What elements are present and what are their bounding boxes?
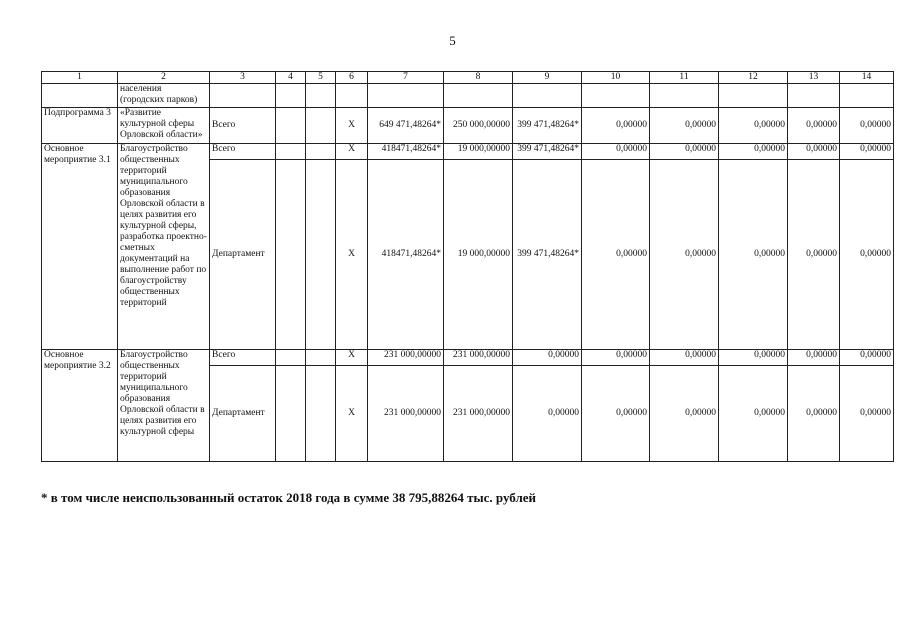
col-header: 9	[513, 72, 582, 84]
table-cell: 0,00000	[719, 144, 788, 160]
col-header: 12	[719, 72, 788, 84]
table-cell: Основное мероприятие 3.2	[42, 350, 118, 462]
col-header: 2	[118, 72, 210, 84]
table-cell	[210, 84, 276, 108]
table-cell: населения (городских парков)	[118, 84, 210, 108]
table-cell: 418471,48264*	[368, 160, 444, 350]
table-cell	[306, 366, 336, 462]
table-cell	[42, 84, 118, 108]
table-cell: 0,00000	[650, 144, 719, 160]
table-cell: Департамент	[210, 160, 276, 350]
table-cell: 418471,48264*	[368, 144, 444, 160]
table-cell: 0,00000	[719, 160, 788, 350]
table-cell	[276, 84, 306, 108]
table-row	[42, 84, 894, 108]
budget-table	[41, 71, 894, 462]
table-cell: 0,00000	[650, 160, 719, 350]
table-cell: 0,00000	[840, 350, 894, 366]
table-cell: Всего	[210, 350, 276, 366]
table-cell	[276, 144, 306, 160]
table-cell	[788, 84, 840, 108]
table-cell: 0,00000	[719, 108, 788, 144]
col-header: 1	[42, 72, 118, 84]
col-header: 3	[210, 72, 276, 84]
table-cell: 649 471,48264*	[368, 108, 444, 144]
table-cell: 0,00000	[788, 108, 840, 144]
table-cell: 0,00000	[788, 160, 840, 350]
table-cell: 0,00000	[513, 350, 582, 366]
table-cell	[336, 84, 368, 108]
table-cell	[306, 144, 336, 160]
table-cell: Благоустройство общественных территорий муниципального образования Орловской области в целях развития его культурной сферы	[118, 350, 210, 462]
table-row	[42, 350, 894, 366]
col-header: 11	[650, 72, 719, 84]
table-cell: 0,00000	[719, 350, 788, 366]
table-cell: 19 000,00000	[444, 160, 513, 350]
table-cell	[840, 84, 894, 108]
table-cell	[306, 350, 336, 366]
table-cell	[276, 160, 306, 350]
table-cell: X	[336, 144, 368, 160]
col-header: 7	[368, 72, 444, 84]
table-cell: Основное мероприятие 3.1	[42, 144, 118, 350]
table-cell: 0,00000	[582, 366, 650, 462]
table-cell: Подпрограмма 3	[42, 108, 118, 144]
table-cell: 0,00000	[788, 144, 840, 160]
table-cell	[306, 84, 336, 108]
table-cell: X	[336, 366, 368, 462]
table-cell: 19 000,00000	[444, 144, 513, 160]
table-cell	[276, 350, 306, 366]
column-number-row	[42, 72, 894, 84]
table-cell	[650, 84, 719, 108]
table-cell	[306, 160, 336, 350]
col-header: 13	[788, 72, 840, 84]
table-cell	[719, 84, 788, 108]
table-cell: «Развитие культурной сферы Орловской области»	[118, 108, 210, 144]
table-cell: 0,00000	[650, 366, 719, 462]
table-cell: 0,00000	[719, 366, 788, 462]
table-cell	[276, 108, 306, 144]
table-row	[42, 108, 894, 144]
col-header: 4	[276, 72, 306, 84]
table-cell: 0,00000	[582, 108, 650, 144]
table-cell	[444, 84, 513, 108]
table-row	[42, 144, 894, 160]
table-cell: 399 471,48264*	[513, 144, 582, 160]
table-cell: 0,00000	[582, 160, 650, 350]
table-cell: 399 471,48264*	[513, 160, 582, 350]
table-cell: 0,00000	[788, 350, 840, 366]
table-cell: Департамент	[210, 366, 276, 462]
table-cell: 0,00000	[840, 108, 894, 144]
table-cell: X	[336, 108, 368, 144]
table-cell	[276, 366, 306, 462]
page-number: 5	[449, 33, 456, 48]
col-header: 6	[336, 72, 368, 84]
table-cell: 231 000,00000	[368, 350, 444, 366]
table-cell: 231 000,00000	[444, 366, 513, 462]
table-cell: 0,00000	[650, 108, 719, 144]
table-cell: 0,00000	[513, 366, 582, 462]
table-cell: 0,00000	[840, 366, 894, 462]
table-cell	[513, 84, 582, 108]
table-cell: Всего	[210, 144, 276, 160]
table-cell: 231 000,00000	[444, 350, 513, 366]
table-cell: X	[336, 160, 368, 350]
table-cell: 0,00000	[582, 144, 650, 160]
col-header: 10	[582, 72, 650, 84]
table-cell	[306, 108, 336, 144]
table-cell: 0,00000	[840, 160, 894, 350]
table-cell: 250 000,00000	[444, 108, 513, 144]
table-cell: 0,00000	[788, 366, 840, 462]
table-cell	[582, 84, 650, 108]
table-cell: 0,00000	[582, 350, 650, 366]
col-header: 14	[840, 72, 894, 84]
table-cell: 231 000,00000	[368, 366, 444, 462]
col-header: 5	[306, 72, 336, 84]
table-cell: Всего	[210, 108, 276, 144]
footnote: * в том числе неиспользованный остаток 2018 года в сумме 38 795,88264 тыс. рублей	[41, 490, 537, 505]
table-cell: X	[336, 350, 368, 366]
table-cell: 0,00000	[650, 350, 719, 366]
table-cell: 399 471,48264*	[513, 108, 582, 144]
table-cell: 0,00000	[840, 144, 894, 160]
col-header: 8	[444, 72, 513, 84]
table-cell: Благоустройство общественных территорий муниципального образования Орловской области в целях развития его культурной сферы, разработка проектно-сметных документаций на выполнение работ по благоустройству общественных территорий	[118, 144, 210, 350]
table-cell	[368, 84, 444, 108]
